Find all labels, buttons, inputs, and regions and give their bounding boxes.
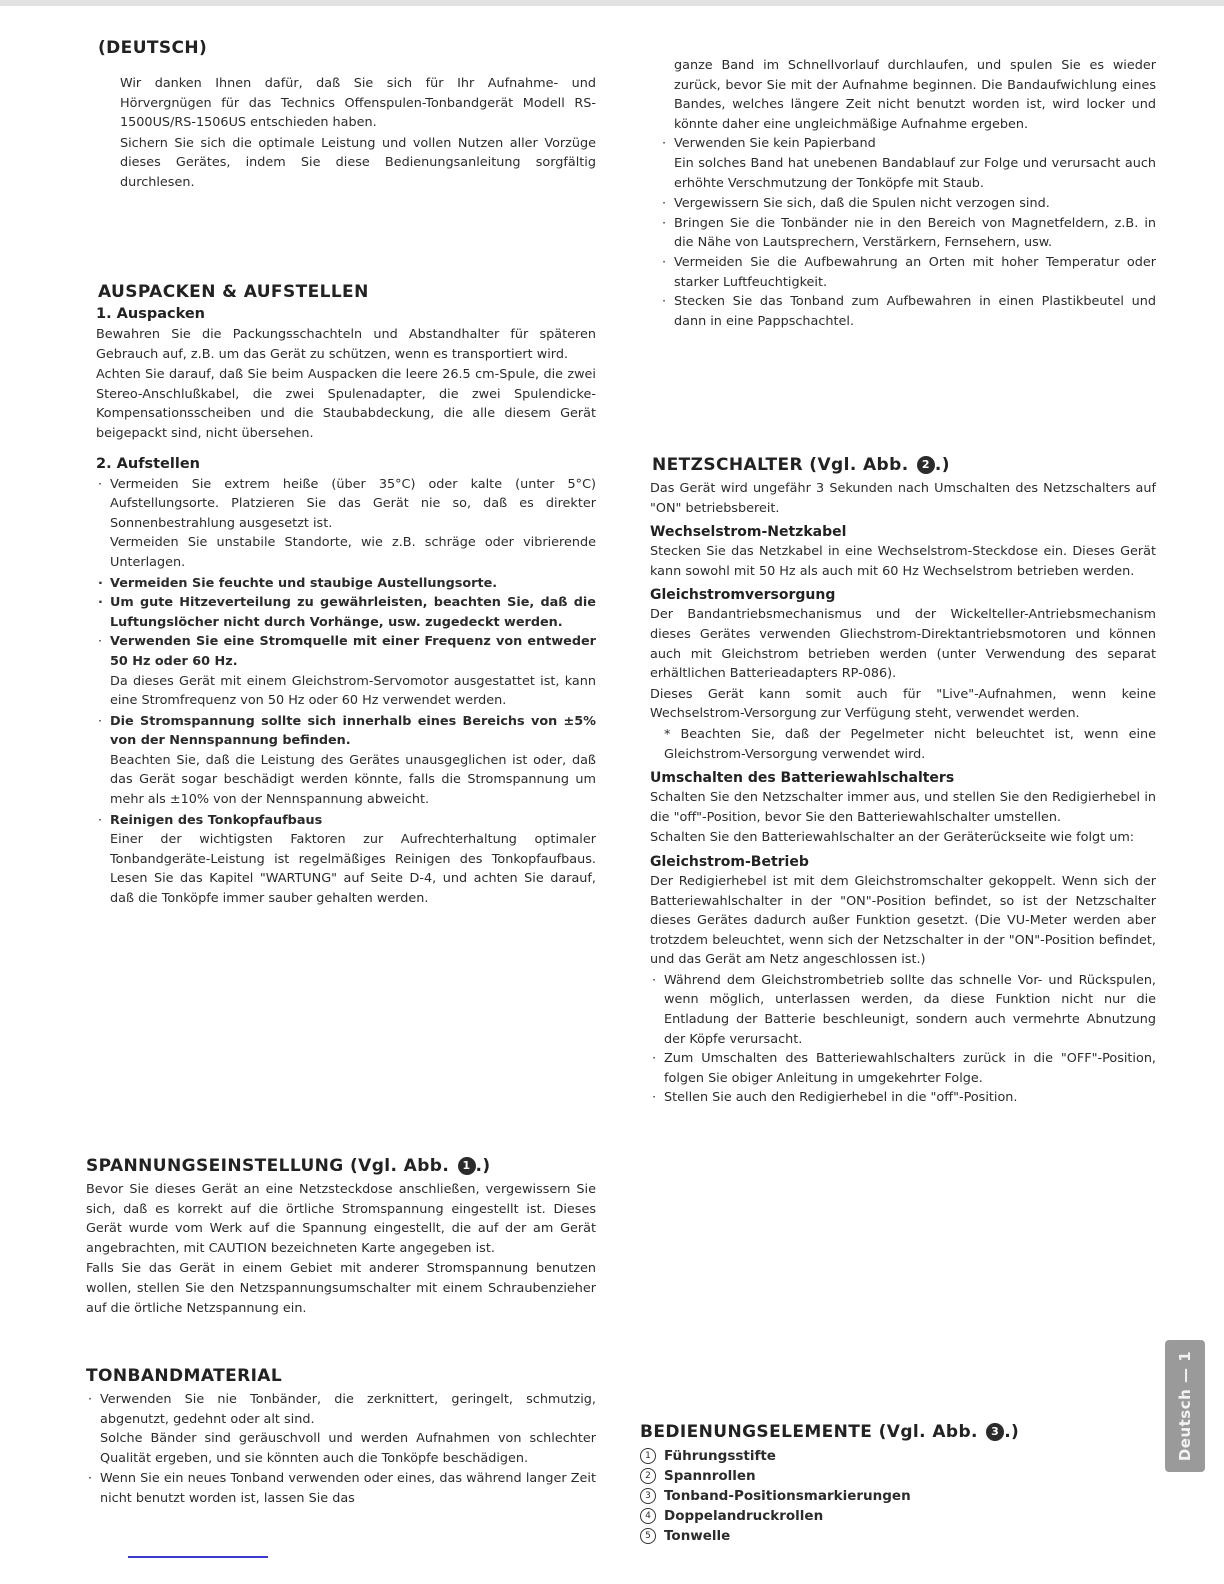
subsection-title: Gleichstrom-Betrieb	[650, 853, 809, 870]
paragraph: Schalten Sie den Netzschalter immer aus, und stellen Sie den Redigierhebel in die "off"-Position, bevor Sie den Batteriewahlschalter umstellen.	[650, 790, 1156, 825]
intro-paragraph: Wir danken Ihnen dafür, daß Sie sich für Ihr Aufnahme- und Hörvergnügen für das Technics Offenspulen-Tonbandgerät Modell RS-1500US/RS-1506US entschieden haben.	[120, 76, 596, 131]
list-item: · Um gute Hitzeverteilung zu gewährleisten, beachten Sie, daß die Luftungslöcher nicht durch Vorhänge, usw. zugedeckt werden.	[98, 595, 596, 630]
list-note: Da dieses Gerät mit einem Gleichstrom-Servomotor ausgestattet ist, kann eine Stromfrequenz von 50 Hz oder 60 Hz verwendet werden.	[110, 673, 596, 709]
list-item: · Stecken Sie das Tonband zum Aufbewahren in einen Plastikbeutel und dann in eine Pappschachtel.	[662, 294, 1156, 329]
tape-section-continued	[640, 56, 1156, 331]
scan-top-edge	[0, 0, 1224, 6]
paragraph: Achten Sie darauf, daß Sie beim Auspacken die leere 26.5 cm-Spule, die zwei Stereo-Anschlußkabel, die zwei Spulenadapter, die zwei Spulendicke-Kompensationsscheiben und die Staubabdeckung, die alle diesem Gerät beigepackt sind, nicht übersehen.	[96, 367, 596, 441]
list-item: · Vergewissern Sie sich, daß die Spulen nicht verzogen sind.	[662, 196, 1050, 212]
dc-operation-list	[650, 971, 1156, 1108]
paragraph: Falls Sie das Gerät in einem Gebiet mit anderer Stromspannung benutzen wollen, stellen Sie den Netzspannungsumschalter mit einem Schraubenzieher auf die örtliche Netzspannung ein.	[86, 1261, 596, 1316]
power-switch-section	[640, 455, 1156, 1108]
list-note: Beachten Sie, daß die Leistung des Gerätes unausgeglichen ist oder, daß das Gerät sogar beschädigt werden könnte, falls die Stromspannung um mehr als ±10% von der Nennspannung abweicht.	[110, 752, 596, 808]
paragraph: Bevor Sie dieses Gerät an eine Netzsteckdose anschließen, vergewissern Sie sich, daß es korrekt auf die örtliche Stromspannung eingestellt ist. Dieses Gerät wurde vom Werk auf die Spannung eingestellt, die auf der am Gerät angebrachten, mit CAUTION bezeichneten Karte angegeben ist.	[86, 1182, 596, 1256]
subsection-title: 2. Aufstellen	[96, 455, 200, 472]
list-item: · Bringen Sie die Tonbänder nie in den Bereich von Magnetfeldern, z.B. in die Nähe von Lautsprechern, Verstärkern, Fernsehern, usw.	[662, 215, 1156, 251]
list-note: Einer der wichtigsten Faktoren zur Aufrechterhaltung optimaler Tonbandgeräte-Leistung ist regelmäßiges Reinigen des Tonkopfaufbaus. Lesen Sie das Kapitel "WARTUNG" auf Seite D-4, und achten Sie darauf, daß die Tonköpfe immer sauber gehalten werden.	[110, 832, 596, 907]
list-note: Ein solches Band hat unebenen Bandablauf zur Folge und verursacht auch erhöhte Verschmutzung der Tonköpfe mit Staub.	[674, 155, 1156, 191]
footnote: * Beachten Sie, daß der Pegelmeter nicht beleuchtet ist, wenn eine Gleichstrom-Versorgung verwendet wird.	[664, 726, 1156, 762]
list-item: · Während dem Gleichstrombetrieb sollte das schnelle Vor- und Rückspulen, wenn möglich, unterlassen werden, da diese Funktion nicht nur die Entladung der Batterie beschleunigt, sondern auch vermehrte Abnutzung der Köpfe verursacht.	[652, 972, 1156, 1047]
list-item: · Vermeiden Sie die Aufbewahrung an Orten mit hoher Temperatur oder starker Luftfeuchtigkeit.	[662, 254, 1156, 290]
list-item: 1 Führungsstifte	[640, 1446, 1156, 1466]
section-title: AUSPACKEN & AUFSTELLEN	[98, 282, 369, 302]
controls-section	[640, 1422, 1156, 1546]
list-item: · Zum Umschalten des Batteriewahlschalters zurück in die "OFF"-Position, folgen Sie obiger Anleitung in umgekehrter Folge.	[652, 1051, 1156, 1086]
setup-list	[96, 475, 596, 909]
list-item: · Verwenden Sie kein Papierband Ein solches Band hat unebenen Bandablauf zur Folge und verursacht auch erhöhte Verschmutzung der Tonköpfe mit Staub.	[660, 134, 1156, 193]
list-note: Vermeiden Sie unstabile Standorte, wie z.B. schräge oder vibrierende Unterlagen.	[110, 535, 596, 570]
figure-3-marker: 3	[986, 1423, 1004, 1441]
list-item: · Vermeiden Sie feuchte und staubige Austellungsorte.	[98, 575, 498, 591]
section-title: SPANNUNGSEINSTELLUNG (Vgl. Abb. 1 .)	[86, 1156, 491, 1176]
list-note: Solche Bänder sind geräuschvoll und werden Aufnahmen von schlechter Qualität ergeben, und sie könnten auch die Tonköpfe beschädigen.	[100, 1431, 596, 1466]
list-item: · Wenn Sie ein neues Tonband verwenden oder eines, das während langer Zeit nicht benutzt worden ist, lassen Sie das	[88, 1471, 596, 1506]
paragraph: Bewahren Sie die Packungsschachteln und Abstandhalter für späteren Gebrauch auf, z.B. um das Gerät zu schützen, wenn es transportiert wird.	[96, 327, 596, 362]
unpack-section	[86, 282, 596, 910]
paragraph: ganze Band im Schnellvorlauf durchlaufen, und spulen Sie es wieder zurück, bevor Sie mit der Aufnahme beginnen. Die Bandaufwichlung eines Bandes, welches längere Zeit nicht benutzt worden ist, wird locker und könnte daher eine ungleichmäßige Aufnahme ergeben.	[674, 58, 1156, 132]
figure-1-marker: 1	[458, 1157, 476, 1175]
intro-section	[86, 38, 596, 194]
voltage-section	[86, 1156, 596, 1319]
list-item: 2 Spannrollen	[640, 1466, 1156, 1486]
intro-paragraph: Sichern Sie sich die optimale Leistung und vollen Nutzen aller Vorzüge dieses Gerätes, indem Sie diese Bedienungsanleitung sorgfältig durchlesen.	[120, 135, 596, 190]
section-title: TONBANDMATERIAL	[86, 1366, 283, 1386]
subsection-title: Wechselstrom-Netzkabel	[650, 524, 847, 541]
section-title: BEDIENUNGSELEMENTE (Vgl. Abb. 3 .)	[640, 1422, 1020, 1442]
language-side-tab: Deutsch — 1	[1165, 1340, 1205, 1472]
controls-list	[640, 1446, 1156, 1546]
list-item: · Stellen Sie auch den Redigierhebel in die "off"-Position.	[652, 1090, 1018, 1106]
subsection-title: 1. Auspacken	[96, 306, 205, 322]
tape-section	[86, 1366, 596, 1509]
subsection-title: Gleichstromversorgung	[650, 587, 836, 604]
list-item: · Verwenden Sie nie Tonbänder, die zerknittert, geringelt, schmutzig, abgenutzt, gedehnt oder alt sind. Solche Bänder sind geräuschvoll und werden Aufnahmen von schlechter Qualität ergeben, und sie könnten auch die Tonköpfe beschädigen.	[86, 1390, 596, 1468]
list-item: · Die Stromspannung sollte sich innerhalb eines Bereichs von ±5% von der Nennspannung befinden. Beachten Sie, daß die Leistung des Gerätes unausgeglichen ist oder, daß das Gerät sogar beschädigt werden könnte, falls die Stromspannung um mehr als ±10% von der Nennspannung abweicht.	[96, 712, 596, 810]
figure-2-marker: 2	[917, 456, 935, 474]
subsection-title: Umschalten des Batteriewahlschalters	[650, 770, 955, 787]
list-item: · Vermeiden Sie extrem heiße (über 35°C) oder kalte (unter 5°C) Aufstellungsorte. Platzieren Sie das Gerät nie so, daß es direkter Sonnenbestrahlung ausgesetzt ist. Vermeiden Sie unstabile Standorte, wie z.B. schräge oder vibrierende Unterlagen.	[96, 475, 596, 573]
paragraph: Der Redigierhebel ist mit dem Gleichstromschalter gekoppelt. Wenn sich der Batteriewahlschalter in der "ON"-Position befindet, so ist der Netzschalter dieses Gerätes dadurch außer Funktion gesetzt. (Die VU-Meter werden aber trotzdem beleuchtet, wenn sich der Netzschalter in der "ON"-Position befindet, und das Gerät am Netz angeschlossen ist.)	[650, 873, 1156, 968]
paragraph: Das Gerät wird ungefähr 3 Sekunden nach Umschalten des Netzschalters auf "ON" betriebsbereit.	[650, 481, 1156, 516]
tape-list-continued	[640, 134, 1156, 331]
list-item: 3 Tonband-Positionsmarkierungen	[640, 1486, 1156, 1506]
paragraph: Schalten Sie den Batteriewahlschalter an der Geräterückseite wie folgt um:	[650, 830, 1135, 846]
list-item: · Reinigen des Tonkopfaufbaus Einer der wichtigsten Faktoren zur Aufrechterhaltung optimaler Tonbandgeräte-Leistung ist regelmäßiges Reinigen des Tonkopfaufbaus. Lesen Sie das Kapitel "WARTUNG" auf Seite D-4, und achten Sie darauf, daß die Tonköpfe immer sauber gehalten werden.	[96, 811, 596, 909]
list-item: 4 Doppelandruckrollen	[640, 1506, 1156, 1526]
list-item: · Verwenden Sie eine Stromquelle mit einer Frequenz von entweder 50 Hz oder 60 Hz. Da dieses Gerät mit einem Gleichstrom-Servomotor ausgestattet ist, kann eine Stromfrequenz von 50 Hz oder 60 Hz verwendet werden.	[96, 632, 596, 710]
paragraph: Stecken Sie das Netzkabel in eine Wechselstrom-Steckdose ein. Dieses Gerät kann sowohl mit 50 Hz als auch mit 60 Hz Wechselstrom betrieben werden.	[650, 544, 1156, 579]
section-title: NETZSCHALTER (Vgl. Abb. 2 .)	[652, 455, 950, 475]
paragraph: Dieses Gerät kann somit auch für "Live"-Aufnahmen, wenn keine Wechselstrom-Versorgung zur Verfügung steht, verwendet werden.	[650, 686, 1156, 722]
paragraph: Der Bandantriebsmechanismus und der Wickelteller-Antriebsmechanism dieses Gerätes verwenden Gliechstrom-Direktantriebsmotoren und können auch mit Gleichstrom betrieben werden (unter Verwendung des separat erhältlichen Batterieadapters RP-086).	[650, 607, 1156, 682]
language-heading: (DEUTSCH)	[98, 38, 208, 58]
footer-rule	[128, 1556, 268, 1558]
list-item: 5 Tonwelle	[640, 1526, 1156, 1546]
tape-list	[86, 1390, 596, 1509]
